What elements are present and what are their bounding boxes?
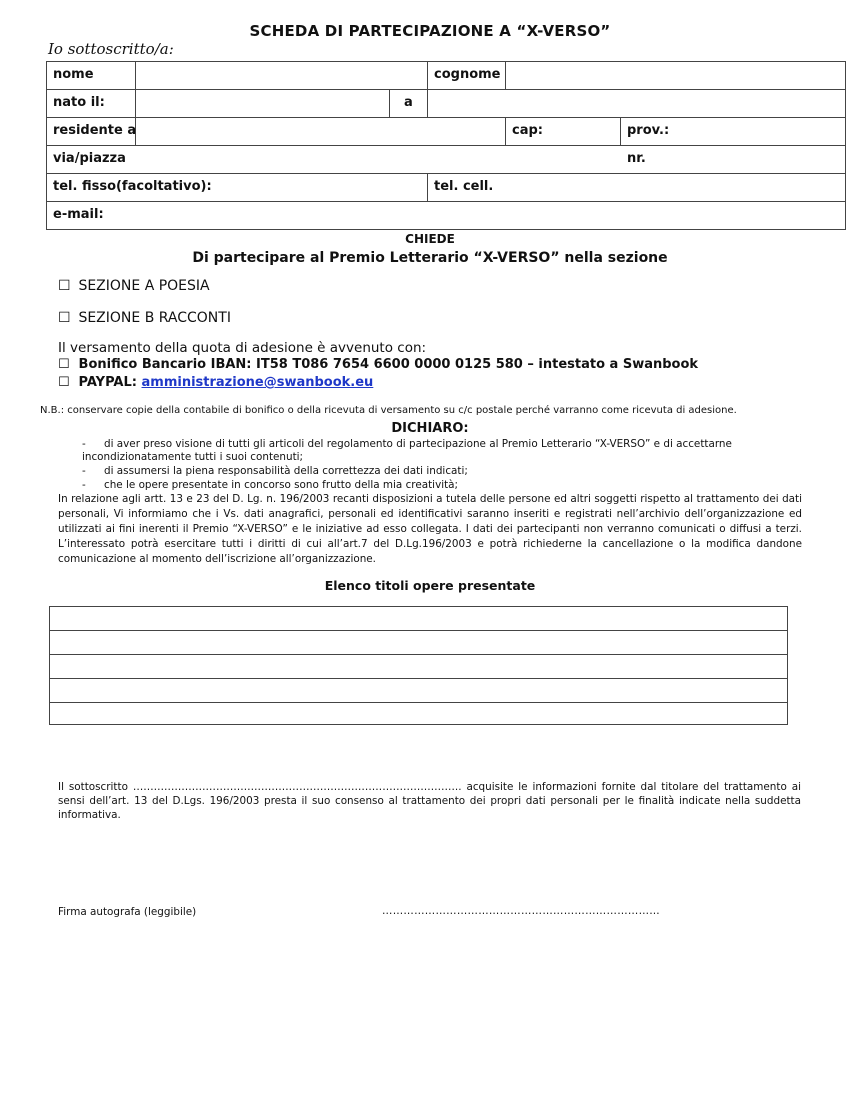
declaration-item: di assumersi la piena responsabilità della correttezza dei dati indicati;: [104, 465, 468, 477]
tel-fisso-field[interactable]: tel. fisso(facoltativo):: [53, 179, 212, 194]
consent-text: Il sottoscritto ………………………………………………………………………………….. acquisite le informazioni fornite dal titolare del trattamento ai sensi dell’art. 13 del D.Lgs. 196/2003 presta il suo consenso al trattamento dei propri dati personali per le finalità indicate nella suddetta informativa.: [58, 781, 801, 821]
title-entry-row[interactable]: [50, 631, 787, 655]
section-label: SEZIONE B RACCONTI: [78, 310, 231, 326]
payment-intro: Il versamento della quota di adesione è avvenuto con:: [58, 340, 427, 356]
checkbox-icon[interactable]: ☐: [58, 375, 70, 390]
via-piazza-field[interactable]: via/piazza: [53, 151, 126, 166]
title-entry-row[interactable]: [50, 679, 787, 703]
title-entry-row[interactable]: [50, 703, 787, 727]
section-poesia-option[interactable]: [58, 278, 210, 294]
bonifico-label: Bonifico Bancario IBAN: IT58 T086 7654 6600 0000 0125 580 – intestato a Swanbook: [78, 357, 699, 372]
bonifico-option[interactable]: [58, 357, 698, 372]
prov-field[interactable]: prov.:: [627, 123, 670, 138]
privacy-notice: In relazione agli artt. 13 e 23 del D. Lg. n. 196/2003 recanti disposizioni a tutela delle persone ed altri soggetti rispetto al trattamento dei dati personali, Vi informiamo che i Vs. dati anagrafici, personali ed identificativi saranno inseriti e registrati nell’archivio dell’organizzazione ed utilizzati ai fini inerenti il Premio “X-VERSO” e le iniziative ad esso collegata. I dati dei partecipanti non verranno comunicati o diffusi a terzi. L’interessato potrà esercitare tutti i diritti di cui all’art.7 del D.Lg.196/2003 e potrà richiederne la cancellazione o la modifica dandone comunicazione al momento dell’iscrizione all’organizzazione.: [58, 493, 802, 565]
chiede-heading: CHIEDE: [405, 232, 455, 246]
participate-text: Di partecipare al Premio Letterario “X-VERSO” nella sezione: [192, 250, 668, 266]
elenco-title: Elenco titoli opere presentate: [324, 578, 536, 593]
birth-date-field[interactable]: [136, 90, 389, 117]
nato-il-label: nato il:: [53, 95, 105, 110]
undersigned-label: Io sottoscritto/a:: [48, 40, 174, 58]
tel-cell-field[interactable]: tel. cell.: [434, 179, 494, 194]
checkbox-icon[interactable]: ☐: [58, 357, 70, 372]
residente-label: residente a: [53, 123, 137, 138]
checkbox-icon[interactable]: ☐: [58, 278, 71, 294]
title-entry-row[interactable]: [50, 607, 787, 631]
nome-field[interactable]: [136, 62, 427, 89]
paypal-label: PAYPAL:: [78, 375, 137, 390]
nb-note: N.B.: conservare copie della contabile di bonifico o della ricevuta di versamento su c/c postale perché varranno come ricevuta di adesione.: [40, 405, 737, 416]
email-field[interactable]: e-mail:: [53, 207, 104, 222]
nome-label: nome: [53, 67, 94, 82]
paypal-email-link[interactable]: amministrazione@swanbook.eu: [141, 375, 374, 390]
birth-place-label: a: [404, 95, 413, 110]
checkbox-icon[interactable]: ☐: [58, 310, 71, 326]
section-label: SEZIONE A POESIA: [78, 278, 210, 294]
residence-field[interactable]: [136, 118, 505, 145]
cognome-label: cognome: [434, 67, 501, 82]
section-racconti-option[interactable]: [58, 310, 231, 326]
cognome-field[interactable]: [506, 62, 845, 89]
birth-place-field[interactable]: [428, 90, 845, 117]
declaration-item: [82, 438, 807, 464]
nr-field[interactable]: nr.: [627, 151, 646, 166]
titles-table: [49, 606, 788, 725]
page-title: SCHEDA DI PARTECIPAZIONE A “X-VERSO”: [249, 22, 611, 40]
signature-line[interactable]: ……………………………………………………………………: [382, 905, 660, 917]
dash-marker: -: [82, 438, 86, 450]
declaration-item: che le opere presentate in concorso sono frutto della mia creatività;: [104, 479, 459, 491]
dichiaro-heading: DICHIARO:: [391, 421, 469, 436]
declaration-text: di aver preso visione di tutti gli articoli del regolamento di partecipazione al Premio Letterario “X-VERSO” e di accettarne incondizionatamente tutti i suoi contenuti;: [82, 438, 732, 463]
dash-marker: -: [82, 465, 86, 477]
title-entry-row[interactable]: [50, 655, 787, 679]
cap-field[interactable]: cap:: [512, 123, 543, 138]
paypal-option[interactable]: [58, 375, 373, 390]
signature-label: Firma autografa (leggibile): [58, 906, 197, 918]
dash-marker: -: [82, 479, 86, 491]
